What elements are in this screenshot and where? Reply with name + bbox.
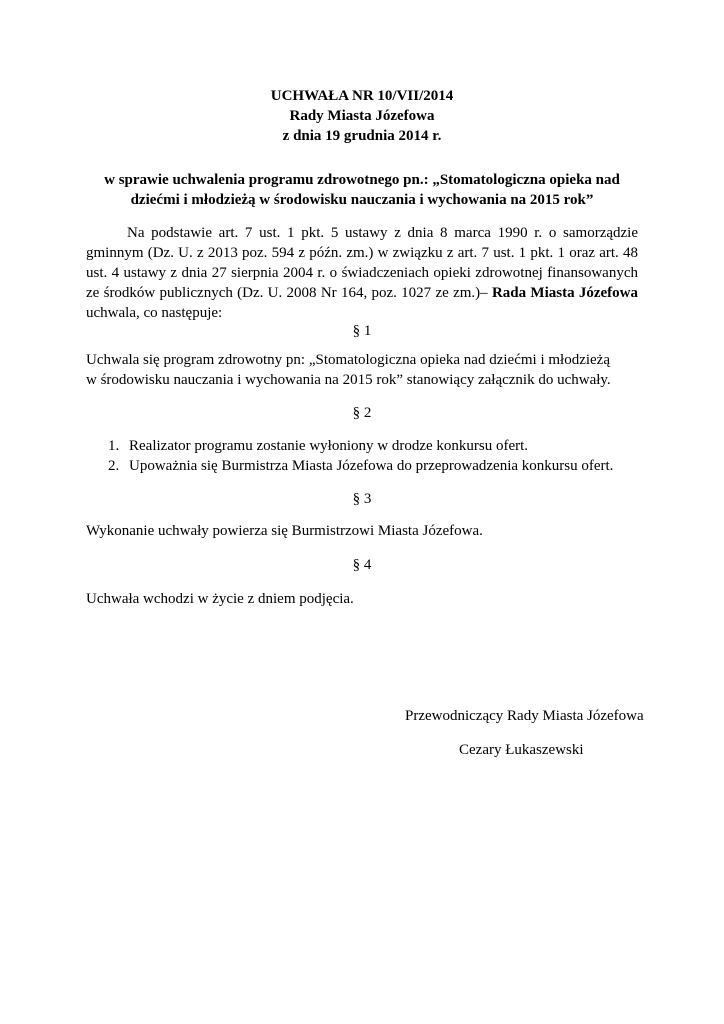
section-4-text: Uchwała wchodzi w życie z dniem podjęcia. <box>86 591 354 607</box>
list-item-number: 2. <box>108 458 120 474</box>
section-3-text: Wykonanie uchwały powierza się Burmistrzowi Miasta Józefowa. <box>86 523 483 539</box>
section-2-list <box>86 436 646 476</box>
list-item-text: Realizator programu zostanie wyłoniony w drodze konkursu ofert. <box>129 438 529 454</box>
legal-basis-preamble <box>86 223 638 323</box>
section-mark-1: § 1 <box>352 323 372 339</box>
preamble-text: Na podstawie art. 7 ust. 1 pkt. 5 ustawy z dnia 8 marca 1990 r. o samorządzie gminnym (Dz. U. z 2013 poz. 594 z późn. zm.) w związku z art. 7 ust. 1 pkt. 1 oraz art. 48 ust. 4 ustawy z dnia 27 sierpnia 2004 r. o świadczeniach opieki zdrowotnej finansowanych ze środków publicznych (Dz. U. 2008 Nr 164, poz. 1027 ze zm.)– <box>86 225 638 301</box>
section-1-line-2: w środowisku nauczania i wychowania na 2015 rok” stanowiący załącznik do uchwały. <box>86 372 611 388</box>
section-mark-4: § 4 <box>352 557 372 573</box>
list-item-number: 1. <box>108 438 120 454</box>
signature-name: Cezary Łukaszewski <box>459 742 584 758</box>
resolution-date: z dnia 19 grudnia 2014 r. <box>282 128 442 144</box>
subject-line-1: w sprawie uchwalenia programu zdrowotnego pn.: „Stomatologiczna opieka nad <box>104 172 620 188</box>
list-item-text: Upoważnia się Burmistrza Miasta Józefowa do przeprowadzenia konkursu ofert. <box>129 458 614 474</box>
signature-title: Przewodniczący Rady Miasta Józefowa <box>405 708 644 724</box>
resolution-number: UCHWAŁA NR 10/VII/2014 <box>270 88 454 104</box>
list-item <box>86 456 646 476</box>
resolution-subject <box>86 170 638 210</box>
preamble-bold-council: Rada Miasta Józefowa <box>491 285 639 301</box>
section-1-text <box>86 350 646 390</box>
section-mark-3: § 3 <box>352 491 372 507</box>
list-item <box>86 436 646 456</box>
section-1-line-1: Uchwala się program zdrowotny pn: „Stomatologiczna opieka nad dziećmi i młodzieżą <box>86 352 610 368</box>
section-mark-2: § 2 <box>352 405 372 421</box>
resolution-header <box>0 86 724 146</box>
subject-line-2: dziećmi i młodzieżą w środowisku nauczania i wychowania na 2015 rok” <box>130 192 594 208</box>
preamble-ending: uchwala, co następuje: <box>86 305 223 321</box>
council-name: Rady Miasta Józefowa <box>289 108 435 124</box>
